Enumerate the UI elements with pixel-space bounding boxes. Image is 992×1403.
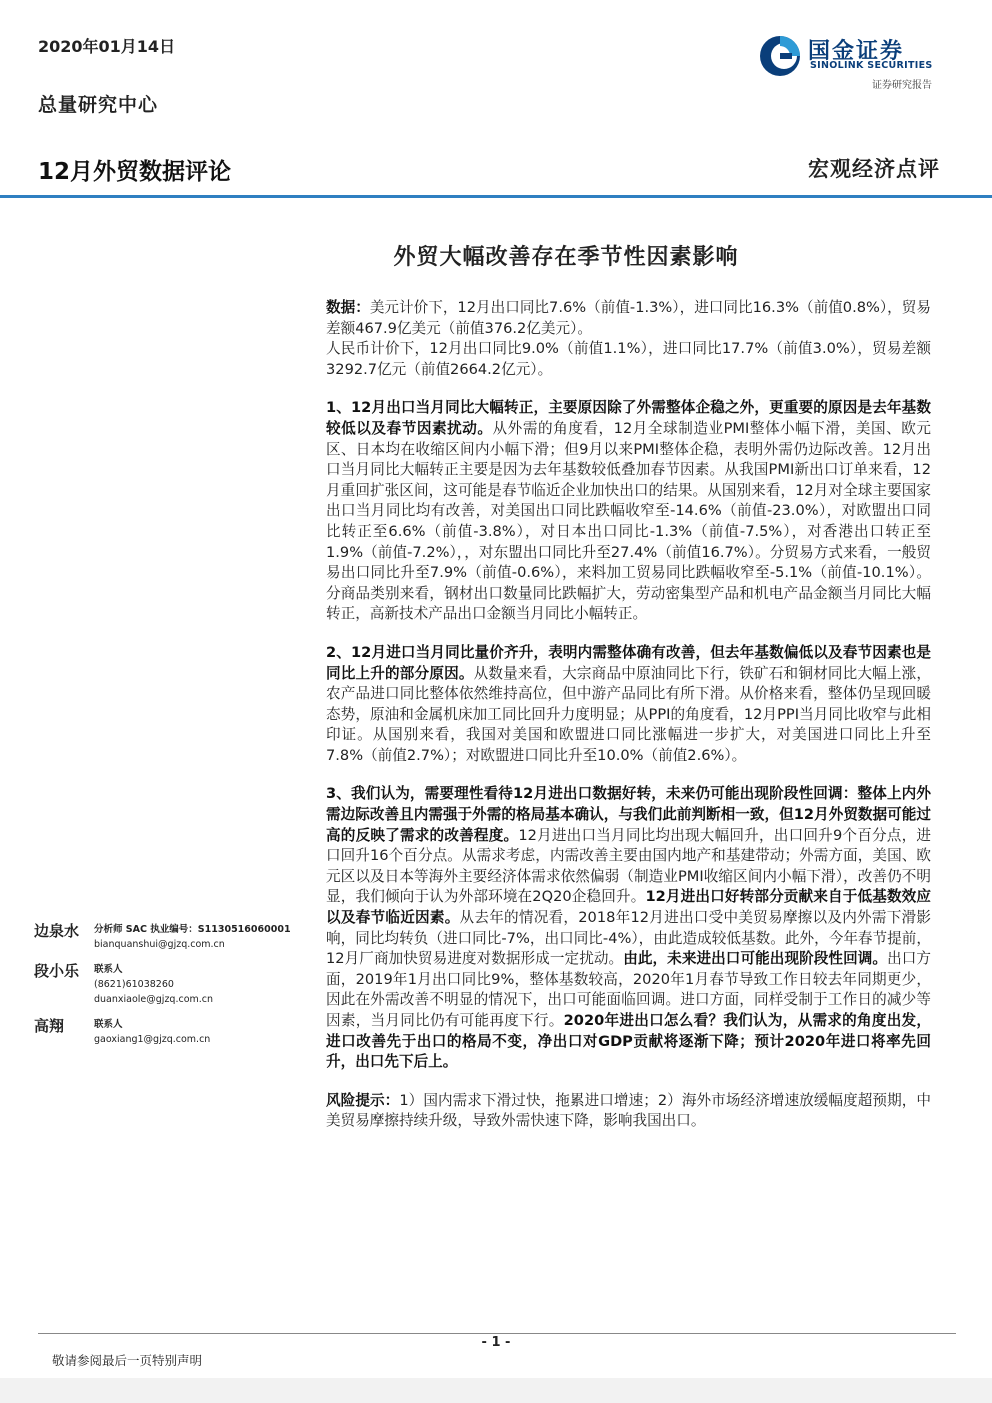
analyst-list (34, 920, 314, 1055)
bottom-band (0, 1378, 992, 1403)
report-body (326, 298, 931, 1150)
logo-text-en: SINOLINK SECURITIES (810, 60, 933, 71)
logo-text-cn: 国金证券 (808, 39, 905, 64)
risk-text: 1）国内需求下滑过快，拖累进口增速；2）海外市场经济增速放缓幅度超预期，中美贸易摩擦持续升级，导致外需快速下降，影响我国出口。 (326, 1091, 931, 1130)
report-type: 宏观经济点评 (808, 156, 940, 181)
data-paragraph-rmb: 人民币计价下，12月出口同比9.0%（前值1.1%），进口同比17.7%（前值3.0%），贸易差额3292.7亿元（前值2664.2亿元）。 (326, 340, 931, 378)
section-3-emphasis-1: 12月进出口好转部分贡献来自于低基数效应以及春节临近因素。 (326, 888, 932, 927)
headline: 外贸大幅改善存在季节性因素影响 (393, 244, 739, 270)
section-3-conclusion: 2020年进出口怎么看？我们认为，从需求的角度出发，进口改善先于出口的格局不变，净出口对GDP贡献将逐渐下降；预计2020年进口将率先回升，出口先下后上。 (326, 1012, 931, 1071)
analyst-email[interactable]: gaoxiang1@gjzq.com.cn (94, 1034, 211, 1045)
analyst-entry (34, 960, 314, 1007)
department-name: 总量研究中心 (38, 94, 159, 116)
analyst-role: 联系人 (94, 1019, 123, 1030)
section-3-paragraph (326, 784, 931, 1072)
analyst-info (94, 960, 213, 1007)
section-3-emphasis-2: 由此，未来进出口可能出现阶段性回调。 (623, 950, 888, 968)
analyst-role: 联系人 (94, 964, 123, 975)
risk-label: 风险提示： (326, 1091, 400, 1109)
analyst-role: 分析师 SAC 执业编号：S1130516060001 (94, 924, 291, 935)
data-label: 数据： (326, 299, 370, 316)
report-date: 2020年01月14日 (38, 37, 176, 56)
analyst-info (94, 920, 291, 952)
analyst-info (94, 1015, 210, 1047)
analyst-email[interactable]: bianquanshui@gjzq.com.cn (94, 939, 225, 950)
analyst-name: 高翔 (34, 1017, 65, 1035)
analyst-email[interactable]: duanxiaole@gjzq.com.cn (94, 994, 214, 1005)
section-1-text: 从外需的角度看，12月全球制造业PMI整体小幅下滑，美国、欧元区、日本均在收缩区间内小幅下滑；但9月以来PMI整体企稳，表明外需仍边际改善。12月出口当月同比大幅转正主要是因为去年基数较低叠加春节因素。从我国PMI新出口订单来看，12月重回扩张区间，这可能是春节临近企业加快出口的结果。从国别来看，12月对全球主要国家出口当月同比均有改善，对美国出口同比跌幅收窄至-14.6%（前值-23.0%），对欧盟出口同比转正至6.6%（前值-3.8%），对日本出口同比-1.3%（前值-7.5%），对香港出口转正至1.9%（前值-7.2%），，对东盟出口同比升至27.4%（前值16.7%）。分贸易方式来看，一般贸易出口同比升至7.9%（前值-0.6%），来料加工贸易同比跌幅收窄至-5.1%（前值-10.1%）。分商品类别来看，钢材出口数量同比跌幅扩大，劳动密集型产品和机电产品金额当月同比大幅转正，高新技术产品出口金额当月同比小幅转正。 (326, 419, 931, 623)
section-3-text-3: 出口方面，2019年1月出口同比9%，整体基数较高，2020年1月春节导致工作日较去年同期更少，因此在外需改善不明显的情况下，出口可能面临回调。进口方面，同样受制于工作日的减少等因素，当月同比仍有可能再度下行。 (326, 950, 931, 1029)
section-2-text: 从数量来看，大宗商品中原油同比下行，铁矿石和铜材同比大幅上涨，农产品进口同比整体依然维持高位，但中游产品同比有所下滑。从价格来看，整体仍呈现回暖态势，原油和金属机床加工同比回升力度明显；从PPI的角度看，12月PPI当月同比收窄与此相印证。从国别来看，我国对美国和欧盟进口同比涨幅进一步扩大，对美国进口同比上升至7.8%（前值2.7%）；对欧盟进口同比升至10.0%（前值2.6%）。 (326, 664, 931, 764)
header-divider (0, 195, 992, 198)
section-3-lead: 3、我们认为，需要理性看待12月进出口数据好转，未来仍可能出现阶段性回调：整体上内外需边际改善且内需强于外需的格局基本确认，与我们此前判断相一致，但12月外贸数据可能过高的反映了需求的改善程度。 (326, 785, 931, 844)
footer-divider (38, 1333, 956, 1334)
section-2-lead: 2、12月进口当月同比量价齐升，表明内需整体确有改善，但去年基数偏低以及春节因素也是同比上升的部分原因。 (326, 643, 931, 682)
data-usd-text: 美元计价下，12月出口同比7.6%（前值-1.3%），进口同比16.3%（前值0.8%），贸易差额467.9亿美元（前值376.2亿美元）。 (326, 299, 931, 337)
report-title: 12月外贸数据评论 (38, 159, 232, 185)
section-2-paragraph (326, 643, 931, 767)
analyst-name: 边泉水 (34, 922, 80, 940)
page-number: - 1 - (481, 1335, 511, 1350)
section-3-text-2: 从去年的情况看，2018年12月进出口受中美贸易摩擦以及内外需下滑影响，同比均转负（进口同比-7%，出口同比-4%），由此造成较低基数。此外，今年春节提前，12月厂商加快贸易进度对数据形成一定扰动。 (326, 909, 931, 968)
analyst-entry (34, 920, 314, 952)
risk-paragraph (326, 1091, 931, 1132)
analyst-entry (34, 1015, 314, 1047)
analyst-name: 段小乐 (34, 962, 80, 980)
data-paragraph-usd (326, 298, 931, 339)
analyst-phone: (8621)61038260 (94, 979, 174, 990)
disclaimer-note: 敬请参阅最后一页特别声明 (52, 1353, 203, 1368)
section-1-lead: 1、12月出口当月同比大幅转正，主要原因除了外需整体企稳之外，更重要的原因是去年基数较低以及春节因素扰动。 (326, 399, 931, 437)
section-3-text-1: 12月进出口当月同比均出现大幅回升，出口回升9个百分点，进口回升16个百分点。从需求考虑，内需改善主要由国内地产和基建带动；外需方面，美国、欧元区以及日本等海外主要经济体需求依然偏弱（制造业PMI收缩区间内小幅下滑），改善仍不明显，我们倾向于认为外部环境在2Q20企稳回升。 (326, 826, 931, 906)
section-1-paragraph (326, 398, 931, 625)
report-category-label: 证券研究报告 (872, 80, 932, 91)
